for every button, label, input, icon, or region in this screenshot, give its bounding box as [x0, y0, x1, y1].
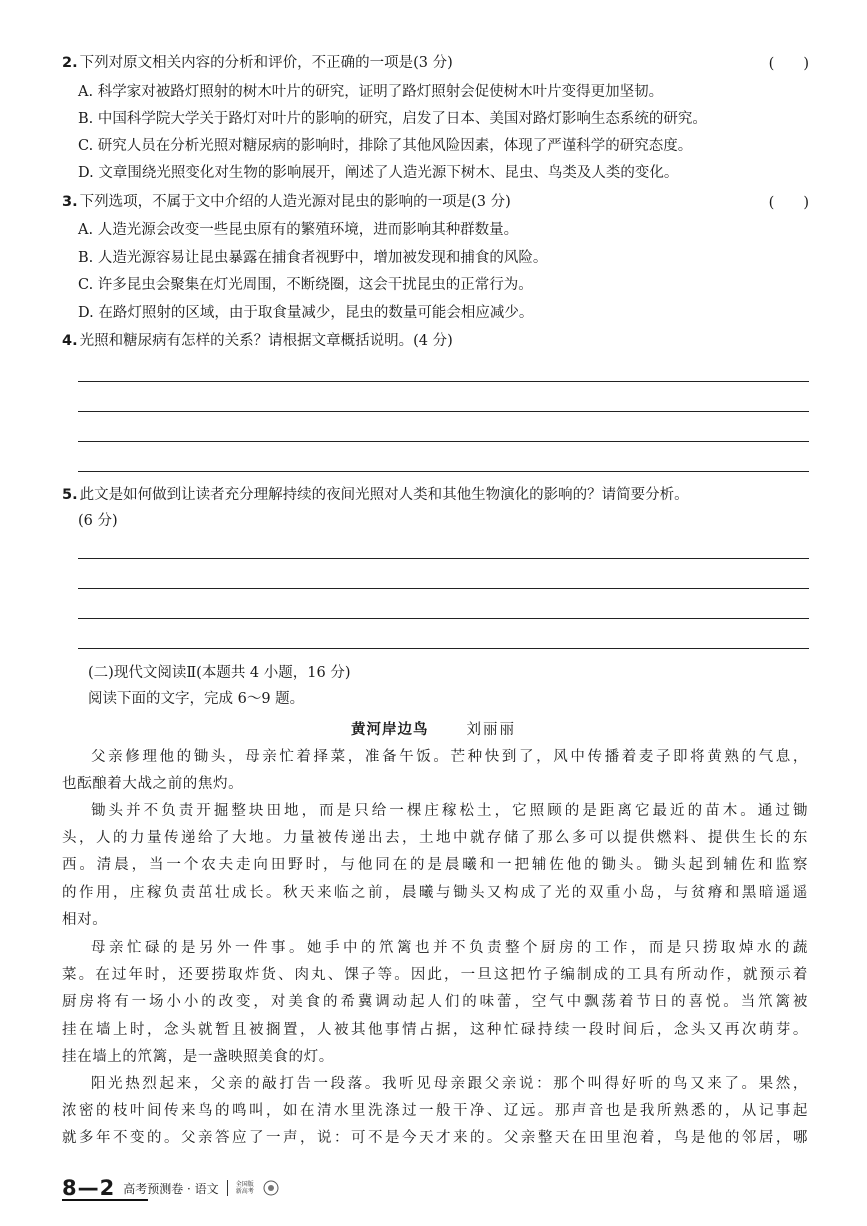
option-b: B. 人造光源容易让昆虫暴露在捕食者视野中，增加被发现和捕食的风险。: [78, 250, 548, 266]
article-paragraph: [62, 935, 808, 1071]
question-number: 4.: [62, 333, 78, 349]
answer-line[interactable]: [78, 381, 809, 382]
question-2-stem: [62, 54, 809, 72]
option-a: A. 科学家对被路灯照射的树木叶片的研究，证明了路灯照射会促使树木叶片变得更加坚韧。: [78, 84, 664, 100]
page-number: 8—2: [62, 1176, 116, 1200]
answer-line[interactable]: [78, 618, 809, 619]
answer-line[interactable]: [78, 588, 809, 589]
option-a: A. 人造光源会改变一些昆虫原有的繁殖环境，进而影响其种群数量。: [78, 222, 519, 238]
article-line: 母亲忙碌的是另外一件事。她手中的笊篱也并不负责整个厨房的工作，而是只捞取焯水的蔬: [91, 940, 808, 956]
article-line: 厨房将有一场小小的改变，对美食的希冀调动起人们的味蕾，空气中飘荡着节日的喜悦。当笊篱被: [62, 994, 808, 1011]
answer-line[interactable]: [78, 648, 809, 649]
option-c: C. 许多昆虫会聚集在灯光周围，不断绕圈，这会干扰昆虫的正常行为。: [78, 277, 533, 293]
article-line: 挂在墙上的笊篱，是一盏映照美食的灯。: [62, 1048, 334, 1065]
answer-line[interactable]: [78, 471, 809, 472]
answer-line[interactable]: [78, 558, 809, 559]
question-4-stem: [62, 332, 809, 350]
question-text: 光照和糖尿病有怎样的关系？请根据文章概括说明。(4 分): [79, 333, 453, 349]
question-text: 下列选项，不属于文中介绍的人造光源对昆虫的影响的一项是(3 分): [79, 194, 511, 210]
option-b: B. 中国科学院大学关于路灯对叶片的影响的研究，启发了日本、美国对路灯影响生态系统的研究。: [78, 111, 707, 127]
answer-bracket: ( ): [768, 195, 809, 211]
option-c: C. 研究人员在分析光照对糖尿病的影响时，排除了其他风险因素，体现了严谨科学的研究态度。: [78, 138, 693, 154]
question-number: 5.: [62, 487, 78, 503]
article-author: 刘丽丽: [466, 722, 516, 738]
article-line: 的作用，庄稼负责茁壮成长。秋天来临之前，晨曦与锄头又构成了光的双重小岛，与贫瘠和黑暗遥遥: [62, 884, 808, 901]
question-5-stem: [62, 486, 809, 504]
article-line: 挂在墙上时，念头就暂且被搁置，人被其他事情占据，这种忙碌持续一段时间后，念头又再次萌芽。: [62, 1021, 808, 1038]
article-line: 就多年不变的。父亲答应了一声，说：可不是今天才来的。父亲整天在田里泡着，鸟是他的邻居，哪: [62, 1130, 808, 1147]
question-3-stem: [62, 193, 809, 211]
question-text: 此文是如何做到让读者充分理解持续的夜间光照对人类和其他生物演化的影响的？请简要分析。: [79, 487, 689, 503]
footer-rule: [62, 1199, 148, 1201]
page-footer: [62, 1174, 280, 1202]
option-d: D. 在路灯照射的区域，由于取食量减少，昆虫的数量可能会相应减少。: [78, 305, 534, 321]
article-line: 锄头并不负责开掘整块田地，而是只给一棵庄稼松土，它照顾的是距离它最近的苗木。通过锄: [91, 803, 808, 819]
question-text: 下列对原文相关内容的分析和评价，不正确的一项是(3 分): [79, 55, 453, 71]
answer-bracket: ( ): [768, 56, 809, 72]
article-line: 菜。在过年时，还要捞取炸货、肉丸、馃子等。因此，一旦这把竹子编制成的工具有所动作，就预示着: [62, 967, 808, 984]
question-number: 2.: [62, 55, 78, 71]
article-paragraph: [62, 1071, 808, 1153]
edition-tags: [236, 1181, 254, 1195]
edition-tag: 全国版: [235, 1181, 254, 1188]
answer-line[interactable]: [78, 411, 809, 412]
article-paragraph: [62, 798, 808, 934]
option-d: D. 文章围绕光照变化对生物的影响展开，阐述了人造光源下树木、昆虫、鸟类及人类的变化。: [78, 165, 679, 181]
footer-divider: [227, 1180, 228, 1196]
question-number: 3.: [62, 194, 78, 210]
section-heading: (二)现代文阅读Ⅱ(本题共 4 小题，16 分): [88, 665, 351, 681]
book-title: 高考预测卷 · 语文: [123, 1181, 219, 1196]
article-line: 浓密的枝叶间传来鸟的鸣叫，如在清水里洗涤过一般干净、辽远。那声音也是我所熟悉的，从记事起: [62, 1103, 808, 1120]
article-line: 西。清晨，当一个农夫走向田野时，与他同在的是晨曦和一把辅佐他的锄头。锄头起到辅佐和监察: [62, 857, 808, 874]
article-line: 头，人的力量传递给了大地。力量被传递出去，土地中就存储了那么多可以提供燃料、提供生长的东: [62, 830, 808, 847]
article-line: 也酝酿着大战之前的焦灼。: [62, 776, 244, 793]
answer-line[interactable]: [78, 441, 809, 442]
section-instruction: 阅读下面的文字，完成 6～9 题。: [88, 691, 305, 707]
article-paragraph: [62, 744, 808, 798]
question-score: (6 分): [78, 513, 118, 529]
article-title: 黄河岸边鸟: [351, 722, 429, 738]
article-line: 阳光热烈起来，父亲的敲打告一段落。我听见母亲跟父亲说：那个叫得好听的鸟又来了。果然，: [91, 1076, 808, 1092]
article-line: 父亲修理他的锄头，母亲忙着择菜，准备午饭。芒种快到了，风中传播着麦子即将黄熟的气息，: [91, 749, 808, 765]
edition-tag: 新高考: [235, 1188, 254, 1195]
article-line: 相对。: [62, 911, 108, 928]
article-title-row: [0, 718, 867, 739]
publisher-logo-icon: [262, 1179, 280, 1197]
